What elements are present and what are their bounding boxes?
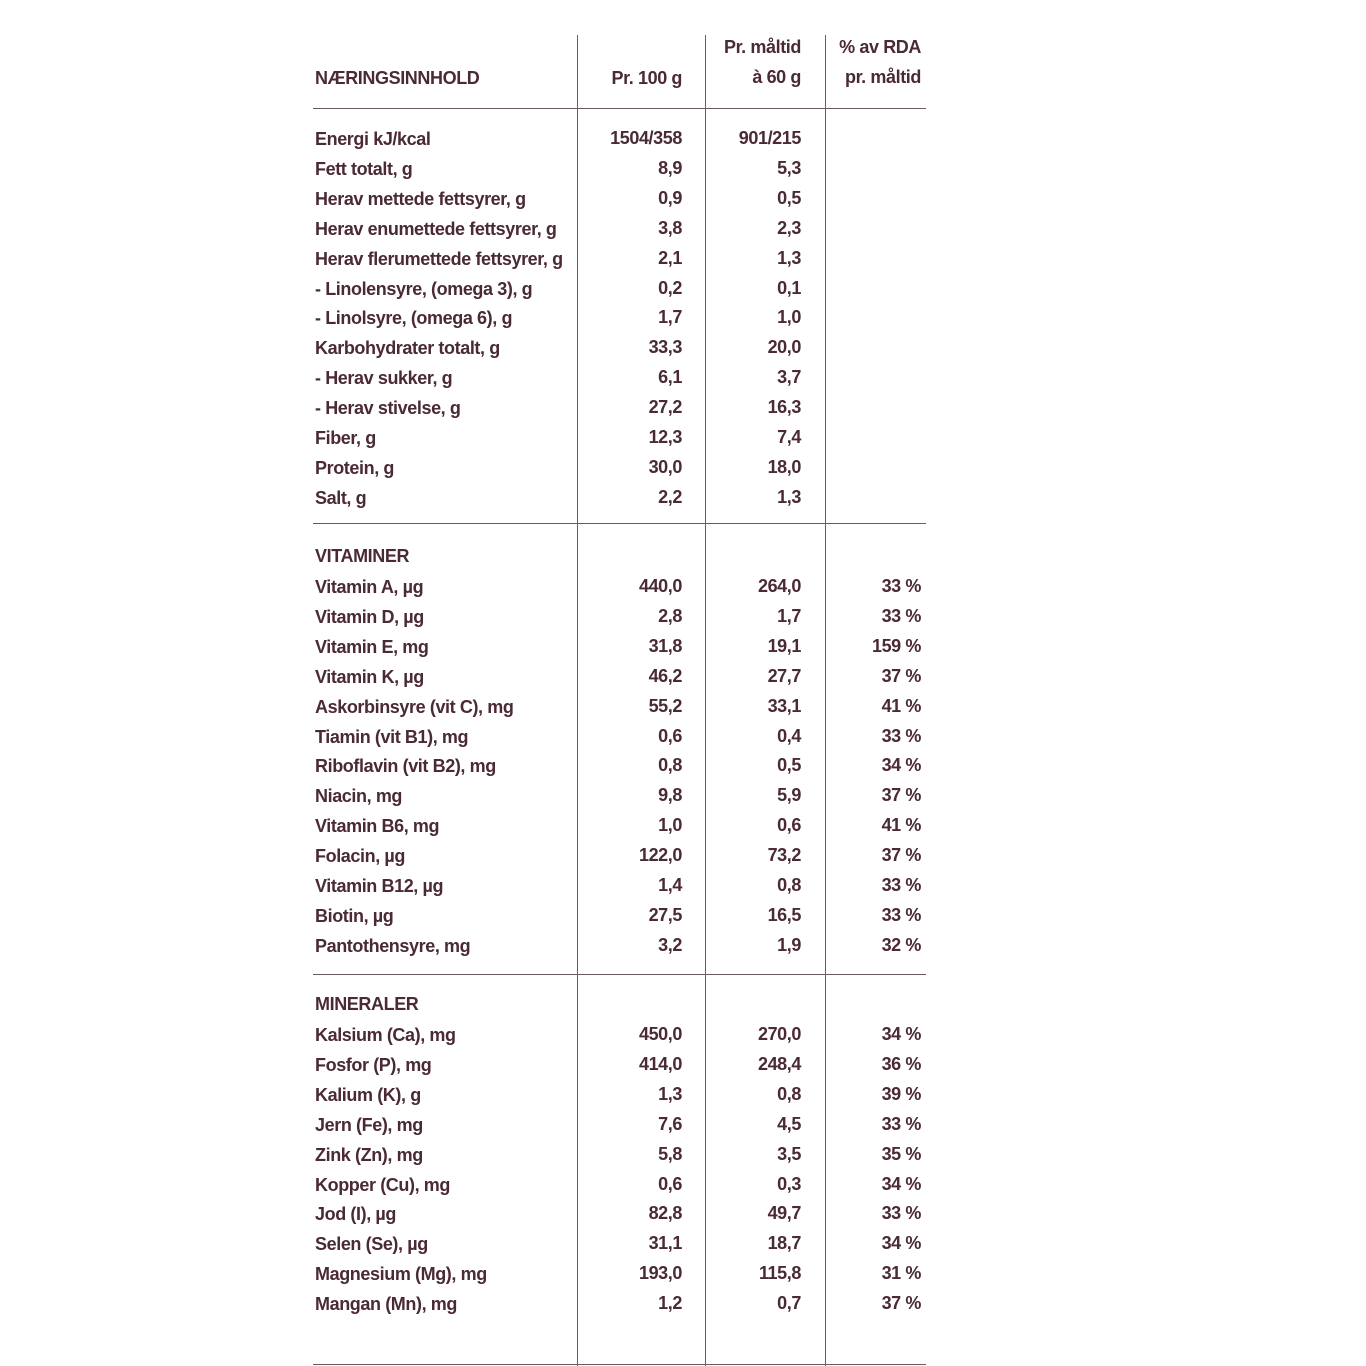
nutrient-name: Vitamin A, µg (315, 577, 424, 597)
value-per-100g: 33,3 (648, 337, 682, 357)
value-per-100g: 440,0 (638, 576, 682, 596)
value-per-meal: 0,8 (777, 1084, 801, 1104)
nutrient-name: - Herav stivelse, g (315, 398, 461, 418)
value-per-meal: 0,8 (777, 875, 801, 895)
nutrient-name: Pantothensyre, mg (315, 936, 471, 956)
value-per-meal: 0,7 (777, 1293, 801, 1313)
value-per-meal: 2,3 (777, 218, 801, 238)
nutrient-name: Folacin, µg (315, 846, 405, 866)
value-per-meal: 5,3 (777, 158, 801, 178)
nutrient-name: Vitamin K, µg (315, 667, 424, 687)
section-title: VITAMINER (315, 546, 410, 566)
value-per-100g: 0,6 (658, 726, 682, 746)
value-per-meal: 73,2 (767, 845, 801, 865)
value-per-100g: 450,0 (638, 1024, 682, 1044)
column-header-rda-per-meal: pr. måltid (844, 67, 921, 87)
value-per-meal: 1,9 (777, 935, 801, 955)
value-per-100g: 3,2 (658, 935, 682, 955)
value-per-meal: 901/215 (738, 128, 801, 148)
value-per-meal: 248,4 (757, 1054, 801, 1074)
nutrient-name: Mangan (Mn), mg (315, 1294, 457, 1314)
value-per-100g: 2,8 (658, 606, 682, 626)
nutrient-name: Fosfor (P), mg (315, 1055, 432, 1075)
value-per-100g: 1,7 (658, 307, 682, 327)
nutrition-table (313, 0, 926, 1366)
value-per-100g: 2,2 (658, 487, 682, 507)
nutrient-name: Herav mettede fettsyrer, g (315, 189, 526, 209)
nutrient-name: Jern (Fe), mg (315, 1115, 423, 1135)
value-per-100g: 1,4 (658, 875, 682, 895)
nutrient-name: Fiber, g (315, 428, 376, 448)
value-per-100g: 8,9 (658, 158, 682, 178)
value-rda-percent: 41 % (881, 815, 921, 835)
value-per-meal: 7,4 (777, 427, 801, 447)
value-per-100g: 0,6 (658, 1174, 682, 1194)
value-per-meal: 0,3 (777, 1174, 801, 1194)
value-per-100g: 1504/358 (610, 128, 682, 148)
value-per-100g: 5,8 (658, 1144, 682, 1164)
value-per-meal: 115,8 (758, 1263, 801, 1283)
table-title: NÆRINGSINNHOLD (315, 68, 480, 88)
value-rda-percent: 33 % (881, 726, 921, 746)
value-rda-percent: 159 % (871, 636, 921, 656)
value-rda-percent: 37 % (881, 785, 921, 805)
section-divider (313, 974, 926, 975)
value-rda-percent: 34 % (881, 1174, 921, 1194)
column-header-per-meal-size: à 60 g (752, 67, 801, 87)
value-per-100g: 7,6 (658, 1114, 682, 1134)
value-per-100g: 414,0 (638, 1054, 682, 1074)
value-per-meal: 1,3 (777, 487, 801, 507)
value-per-meal: 18,7 (767, 1233, 801, 1253)
value-rda-percent: 32 % (881, 935, 921, 955)
nutrient-name: Energi kJ/kcal (315, 129, 431, 149)
value-rda-percent: 34 % (881, 755, 921, 775)
value-per-meal: 16,5 (767, 905, 801, 925)
value-per-meal: 27,7 (767, 666, 801, 686)
value-per-meal: 20,0 (767, 337, 801, 357)
nutrient-name: - Herav sukker, g (315, 368, 453, 388)
value-per-meal: 1,3 (777, 248, 801, 268)
value-per-100g: 82,8 (648, 1203, 682, 1223)
column-header-per-100g: Pr. 100 g (611, 68, 682, 88)
value-rda-percent: 37 % (881, 845, 921, 865)
value-rda-percent: 31 % (881, 1263, 921, 1283)
value-per-meal: 5,9 (777, 785, 801, 805)
value-per-meal: 3,7 (777, 367, 801, 387)
nutrient-name: Vitamin B6, mg (315, 816, 440, 836)
nutrient-name: Vitamin D, µg (315, 607, 424, 627)
value-per-100g: 31,1 (648, 1233, 682, 1253)
value-rda-percent: 37 % (881, 1293, 921, 1313)
value-per-100g: 2,1 (658, 248, 682, 268)
value-rda-percent: 36 % (881, 1054, 921, 1074)
value-per-100g: 0,8 (658, 755, 682, 775)
value-per-100g: 6,1 (658, 367, 682, 387)
value-per-meal: 49,7 (767, 1203, 801, 1223)
nutrient-name: - Linolsyre, (omega 6), g (315, 308, 513, 328)
nutrient-name: Protein, g (315, 458, 395, 478)
value-rda-percent: 35 % (881, 1144, 921, 1164)
column-divider (705, 35, 706, 1366)
value-rda-percent: 33 % (881, 1114, 921, 1134)
section-title: MINERALER (315, 994, 419, 1014)
value-per-100g: 1,2 (658, 1293, 682, 1313)
nutrient-name: Askorbinsyre (vit C), mg (315, 697, 514, 717)
nutrient-name: Vitamin B12, µg (315, 876, 444, 896)
value-per-meal: 270,0 (757, 1024, 801, 1044)
value-rda-percent: 34 % (881, 1233, 921, 1253)
column-divider (825, 35, 826, 1366)
value-per-meal: 4,5 (777, 1114, 801, 1134)
value-rda-percent: 41 % (881, 696, 921, 716)
value-per-meal: 264,0 (757, 576, 801, 596)
value-per-meal: 3,5 (777, 1144, 801, 1164)
value-per-meal: 18,0 (767, 457, 801, 477)
value-rda-percent: 37 % (881, 666, 921, 686)
value-per-100g: 1,0 (658, 815, 682, 835)
nutrient-name: Herav enumettede fettsyrer, g (315, 219, 557, 239)
value-per-100g: 0,2 (658, 278, 682, 298)
value-per-100g: 30,0 (648, 457, 682, 477)
value-rda-percent: 34 % (881, 1024, 921, 1044)
value-per-100g: 193,0 (638, 1263, 682, 1283)
nutrient-name: Zink (Zn), mg (315, 1145, 423, 1165)
nutrient-name: Salt, g (315, 488, 367, 508)
value-per-meal: 16,3 (767, 397, 801, 417)
value-rda-percent: 33 % (881, 576, 921, 596)
value-per-meal: 19,1 (767, 636, 801, 656)
value-per-100g: 31,8 (648, 636, 682, 656)
value-per-meal: 0,6 (777, 815, 801, 835)
value-per-100g: 12,3 (648, 427, 682, 447)
value-per-meal: 1,7 (777, 606, 801, 626)
value-per-meal: 33,1 (767, 696, 801, 716)
value-per-100g: 122,0 (638, 845, 682, 865)
nutrient-name: Riboflavin (vit B2), mg (315, 756, 496, 776)
column-divider (577, 35, 578, 1366)
value-per-100g: 46,2 (648, 666, 682, 686)
nutrient-name: Selen (Se), µg (315, 1234, 428, 1254)
nutrient-name: Niacin, mg (315, 786, 403, 806)
value-rda-percent: 33 % (881, 606, 921, 626)
value-per-100g: 27,2 (648, 397, 682, 417)
column-header-per-meal: Pr. måltid (723, 37, 801, 57)
table-bottom-border (313, 1364, 926, 1365)
value-rda-percent: 33 % (881, 875, 921, 895)
header-divider (313, 108, 926, 109)
nutrient-name: Tiamin (vit B1), mg (315, 727, 469, 747)
value-rda-percent: 39 % (881, 1084, 921, 1104)
value-per-100g: 1,3 (658, 1084, 682, 1104)
nutrient-name: Kopper (Cu), mg (315, 1175, 450, 1195)
nutrient-name: Jod (I), µg (315, 1204, 396, 1224)
nutrient-name: Kalium (K), g (315, 1085, 421, 1105)
value-rda-percent: 33 % (881, 1203, 921, 1223)
section-divider (313, 523, 926, 524)
value-per-100g: 0,9 (658, 188, 682, 208)
nutrient-name: Vitamin E, mg (315, 637, 429, 657)
column-header-rda: % av RDA (839, 37, 921, 57)
value-per-meal: 0,5 (777, 188, 801, 208)
nutrient-name: Kalsium (Ca), mg (315, 1025, 456, 1045)
value-per-100g: 3,8 (658, 218, 682, 238)
value-per-meal: 0,4 (777, 726, 801, 746)
nutrient-name: Herav flerumettede fettsyrer, g (315, 249, 563, 269)
value-per-100g: 9,8 (658, 785, 682, 805)
nutrient-name: - Linolensyre, (omega 3), g (315, 279, 533, 299)
value-rda-percent: 33 % (881, 905, 921, 925)
nutrient-name: Fett totalt, g (315, 159, 413, 179)
nutrient-name: Magnesium (Mg), mg (315, 1264, 487, 1284)
value-per-100g: 27,5 (648, 905, 682, 925)
nutrient-name: Karbohydrater totalt, g (315, 338, 500, 358)
value-per-meal: 1,0 (777, 307, 801, 327)
nutrient-name: Biotin, µg (315, 906, 394, 926)
value-per-100g: 55,2 (648, 696, 682, 716)
value-per-meal: 0,1 (777, 278, 801, 298)
value-per-meal: 0,5 (777, 755, 801, 775)
